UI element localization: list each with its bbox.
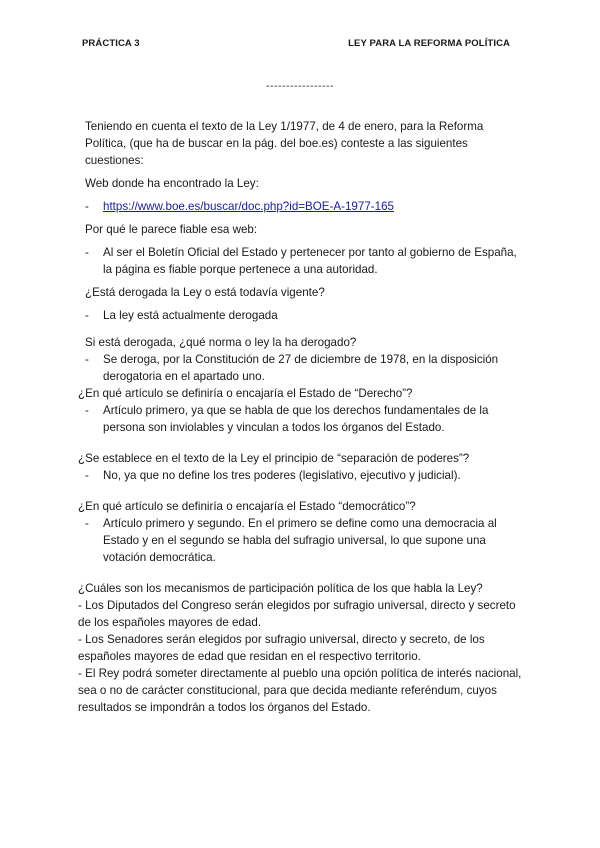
answer-democratico xyxy=(78,515,522,566)
list-dash: - xyxy=(85,353,89,366)
boe-link[interactable]: https://www.boe.es/buscar/doc.php?id=BOE-A-1977-165 xyxy=(103,200,394,213)
question-derogada: ¿Está derogada la Ley o está todavía vigente? xyxy=(85,286,325,299)
answer-web xyxy=(78,198,522,215)
question-derecho: ¿En qué artículo se definiría o encajaría el Estado de “Derecho”? xyxy=(78,387,413,400)
header-practice-label: PRÁCTICA 3 xyxy=(82,38,140,49)
answer-derecho-text: Artículo primero, ya que se habla de que los derechos fundamentales de la persona son inviolables y vinculan a todos los órganos del Estado. xyxy=(103,404,489,434)
question-separacion: ¿Se establece en el texto de la Ley el principio de “separación de poderes”? xyxy=(78,452,470,465)
list-dash: - xyxy=(85,404,89,417)
answer-separacion xyxy=(78,467,522,484)
list-dash: - xyxy=(85,246,89,259)
answer-norma-text: Se deroga, por la Constitución de 27 de diciembre de 1978, en la disposición derogatoria en el apartado uno. xyxy=(103,353,499,383)
answer-mecanismos-3: - El Rey podrá someter directamente al pueblo una opción política de interés nacional, sea o no de carácter constitucional, para que decida mediante referéndum, cuyos resultados se impondrán a todos los órganos del Estado. xyxy=(78,667,522,714)
list-dash: - xyxy=(85,200,89,213)
question-fiable: Por qué le parece fiable esa web: xyxy=(85,223,258,236)
answer-fiable-text: Al ser el Boletín Oficial del Estado y pertenecer por tanto al gobierno de España, la página es fiable porque pertenece a una autoridad. xyxy=(103,246,517,276)
answer-mecanismos-2: - Los Senadores serán elegidos por sufragio universal, directo y secreto, de los españoles mayores de edad que residan en el respectivo territorio. xyxy=(78,633,485,663)
answer-derogada-text: La ley está actualmente derogada xyxy=(103,309,278,322)
answer-derecho xyxy=(78,402,522,436)
answer-fiable xyxy=(78,244,522,278)
answer-democratico-text: Artículo primero y segundo. En el primero se define como una democracia al Estado y en el segundo se habla del sufragio universal, lo que supone una votación democrática. xyxy=(103,517,497,564)
list-dash: - xyxy=(85,309,89,322)
intro-paragraph: Teniendo en cuenta el texto de la Ley 1/1977, de 4 de enero, para la Reforma Política, (que ha de buscar en la pág. del boe.es) conteste a las siguientes cuestiones: xyxy=(85,120,484,167)
list-dash: - xyxy=(85,469,89,482)
answer-derogada xyxy=(78,307,522,324)
separator-line: ----------------- xyxy=(266,80,334,92)
question-web: Web donde ha encontrado la Ley: xyxy=(85,177,259,190)
answer-mecanismos-1: - Los Diputados del Congreso serán elegidos por sufragio universal, directo y secreto de los españoles mayores de edad. xyxy=(78,599,516,629)
document-body xyxy=(78,118,522,716)
question-norma: Si está derogada, ¿qué norma o ley la ha derogado? xyxy=(85,336,357,349)
question-mecanismos: ¿Cuáles son los mecanismos de participación política de los que habla la Ley? xyxy=(78,582,483,595)
answer-separacion-text: No, ya que no define los tres poderes (legislativo, ejecutivo y judicial). xyxy=(103,469,461,482)
list-dash: - xyxy=(85,517,89,530)
question-democratico: ¿En qué artículo se definiría o encajaría el Estado “democrático”? xyxy=(78,500,416,513)
header-topic-label: LEY PARA LA REFORMA POLÍTICA xyxy=(348,38,510,49)
answer-norma xyxy=(78,351,522,385)
